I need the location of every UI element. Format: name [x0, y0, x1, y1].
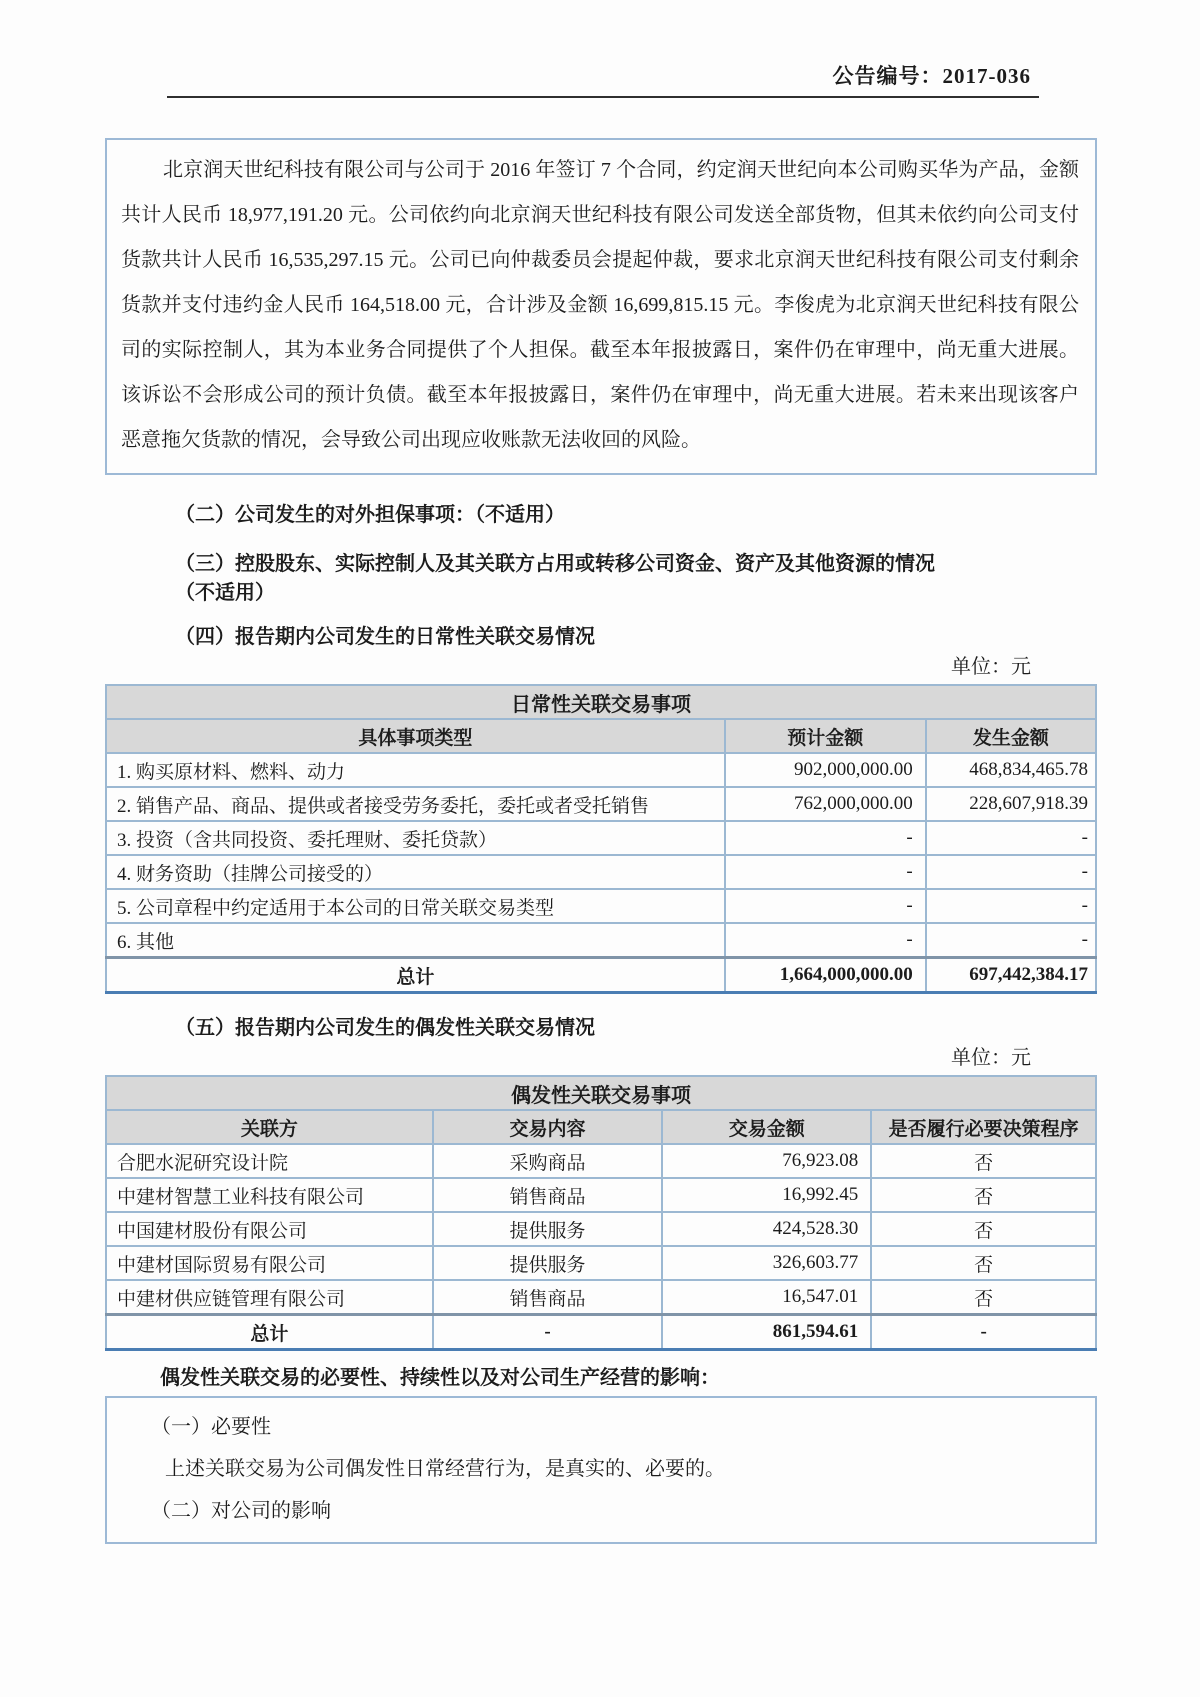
section-heading-3-line1: （三）控股股东、实际控制人及其关联方占用或转移公司资金、资产及其他资源的情况	[175, 553, 935, 575]
table1-cell: 228,607,918.39	[926, 787, 1096, 821]
impact-line-2: 上述关联交易为公司偶发性日常经营行为，是真实的、必要的。	[165, 1458, 725, 1480]
table2-cell: 采购商品	[433, 1144, 663, 1178]
table1-header-actual: 发生金额	[926, 719, 1096, 753]
table1-cell: -	[926, 821, 1096, 855]
section-heading-3	[175, 550, 1097, 608]
table1-total-expected: 1,664,000,000.00	[725, 958, 926, 993]
table2-title-row	[106, 1076, 1096, 1110]
litigation-paragraph: 北京润天世纪科技有限公司与公司于 2016 年签订 7 个合同，约定润天世纪向本公司购买华为产品，金额共计人民币 18,977,191.20 元。公司依约向北京润天世纪科技有限公司发送全部货物，但其未依约向公司支付货款共计人民币 16,535,297.15 元。公司已向仲裁委员会提起仲裁，要求北京润天世纪科技有限公司支付剩余货款并支付违约金人民币 164,518.00 元，合计涉及金额 16,699,815.15 元。李俊虎为北京润天世纪科技有限公司的实际控制人，其为本业务合同提供了个人担保。截至本年报披露日，案件仍在审理中，尚无重大进展。该诉讼不会形成公司的预计负债。截至本年报披露日，案件仍在审理中，尚无重大进展。若未来出现该客户恶意拖欠货款的情况，会导致公司出现应收账款无法收回的风险。	[121, 159, 1079, 451]
table2-cell: 424,528.30	[662, 1212, 871, 1246]
table1-cell: 902,000,000.00	[725, 753, 926, 787]
table2-cell: 提供服务	[433, 1212, 663, 1246]
table2-total-label: 总计	[106, 1315, 433, 1350]
table2-cell: 中建材供应链管理有限公司	[106, 1280, 433, 1315]
table1-cell: -	[725, 889, 926, 923]
table2-cell: 16,547.01	[662, 1280, 871, 1315]
section-heading-3-line2: （不适用）	[175, 582, 275, 604]
table2-total-procedure: -	[871, 1315, 1096, 1350]
table1-cell: -	[725, 821, 926, 855]
table1-cell: 4. 财务资助（挂牌公司接受的）	[106, 855, 725, 889]
table2-header-amount: 交易金额	[662, 1110, 871, 1144]
table1-cell: -	[725, 855, 926, 889]
unit-label-1: 单位：元	[951, 656, 1031, 678]
unit-label-2: 单位：元	[951, 1047, 1031, 1069]
table1-cell: -	[926, 855, 1096, 889]
section-heading-5: （五）报告期内公司发生的偶发性关联交易情况	[175, 1017, 595, 1039]
table1-total-row	[106, 958, 1096, 993]
table2-cell: 提供服务	[433, 1246, 663, 1280]
table1-row-4	[106, 855, 1096, 889]
table2-cell: 销售商品	[433, 1178, 663, 1212]
table1-total-label: 总计	[106, 958, 725, 993]
table1-header-expected: 预计金额	[725, 719, 926, 753]
table1-row-2	[106, 787, 1096, 821]
table1-cell: -	[926, 889, 1096, 923]
table2-cell: 否	[871, 1178, 1096, 1212]
table2-row-4	[106, 1246, 1096, 1280]
impact-heading: 偶发性关联交易的必要性、持续性以及对公司生产经营的影响：	[160, 1367, 720, 1389]
table2-cell: 否	[871, 1280, 1096, 1315]
table2-cell: 否	[871, 1144, 1096, 1178]
section-heading-4: （四）报告期内公司发生的日常性关联交易情况	[175, 626, 595, 648]
table1-header-row	[106, 719, 1096, 753]
table2-row-2	[106, 1178, 1096, 1212]
table1-cell: 5. 公司章程中约定适用于本公司的日常关联交易类型	[106, 889, 725, 923]
occasional-transactions-table	[105, 1075, 1097, 1351]
table2-header-procedure: 是否履行必要决策程序	[871, 1110, 1096, 1144]
table1-cell: 3. 投资（含共同投资、委托理财、委托贷款）	[106, 821, 725, 855]
table2-row-5	[106, 1280, 1096, 1315]
table2-header-row	[106, 1110, 1096, 1144]
table2-row-3	[106, 1212, 1096, 1246]
table2-total-content: -	[433, 1315, 663, 1350]
table1-header-type: 具体事项类型	[106, 719, 725, 753]
table1-cell: 2. 销售产品、商品、提供或者接受劳务委托，委托或者受托销售	[106, 787, 725, 821]
table1-title: 日常性关联交易事项	[106, 685, 1096, 719]
table1-cell: 468,834,465.78	[926, 753, 1096, 787]
table1-row-1	[106, 753, 1096, 787]
table2-header-party: 关联方	[106, 1110, 433, 1144]
impact-line-3: （二）对公司的影响	[151, 1500, 331, 1522]
table2-header-content: 交易内容	[433, 1110, 663, 1144]
impact-line-1: （一）必要性	[151, 1416, 271, 1438]
announcement-number: 公告编号：2017-036	[832, 64, 1031, 88]
table2-cell: 中国建材股份有限公司	[106, 1212, 433, 1246]
table1-cell: -	[926, 923, 1096, 958]
table2-total-row	[106, 1315, 1096, 1350]
table1-total-actual: 697,442,384.17	[926, 958, 1096, 993]
table2-cell: 16,992.45	[662, 1178, 871, 1212]
table2-cell: 销售商品	[433, 1280, 663, 1315]
impact-text-box	[105, 1396, 1097, 1544]
table1-cell: 1. 购买原材料、燃料、动力	[106, 753, 725, 787]
table2-row-1	[106, 1144, 1096, 1178]
header-rule	[167, 96, 1039, 98]
table2-cell: 326,603.77	[662, 1246, 871, 1280]
litigation-text-box	[105, 138, 1097, 475]
table1-row-3	[106, 821, 1096, 855]
table1-cell: 762,000,000.00	[725, 787, 926, 821]
table2-title: 偶发性关联交易事项	[106, 1076, 1096, 1110]
table1-row-5	[106, 889, 1096, 923]
table1-title-row	[106, 685, 1096, 719]
table2-cell: 否	[871, 1246, 1096, 1280]
table2-cell: 76,923.08	[662, 1144, 871, 1178]
table2-total-amount: 861,594.61	[662, 1315, 871, 1350]
section-heading-2: （二）公司发生的对外担保事项：（不适用）	[175, 504, 565, 526]
table2-cell: 中建材国际贸易有限公司	[106, 1246, 433, 1280]
table2-cell: 中建材智慧工业科技有限公司	[106, 1178, 433, 1212]
table1-row-6	[106, 923, 1096, 958]
table1-cell: -	[725, 923, 926, 958]
table1-cell: 6. 其他	[106, 923, 725, 958]
table2-cell: 否	[871, 1212, 1096, 1246]
daily-transactions-table	[105, 684, 1097, 994]
table2-cell: 合肥水泥研究设计院	[106, 1144, 433, 1178]
